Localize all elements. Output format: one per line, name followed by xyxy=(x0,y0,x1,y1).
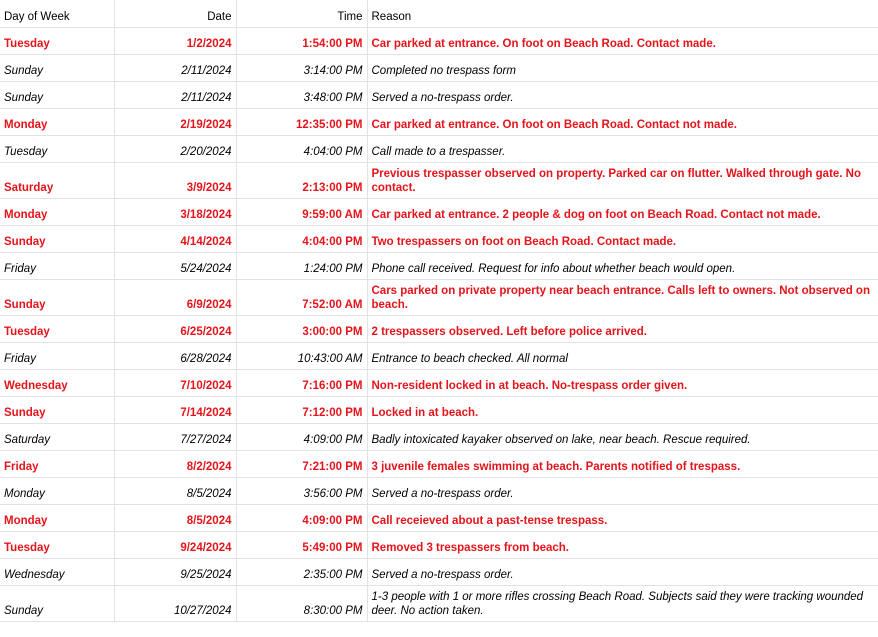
cell-day-of-week[interactable]: Tuesday xyxy=(0,531,114,558)
cell-time[interactable]: 4:04:00 PM xyxy=(236,225,367,252)
cell-time[interactable]: 12:35:00 PM xyxy=(236,108,367,135)
cell-day-of-week[interactable]: Saturday xyxy=(0,423,114,450)
cell-day-of-week[interactable]: Sunday xyxy=(0,225,114,252)
cell-date[interactable]: 1/2/2024 xyxy=(114,27,236,54)
table-row xyxy=(0,198,878,225)
cell-date[interactable]: 2/11/2024 xyxy=(114,54,236,81)
cell-time[interactable]: 2:35:00 PM xyxy=(236,558,367,585)
cell-reason[interactable]: Phone call received. Request for info about whether beach would open. xyxy=(367,252,878,279)
cell-time[interactable]: 7:21:00 PM xyxy=(236,450,367,477)
cell-day-of-week[interactable]: Tuesday xyxy=(0,27,114,54)
cell-time[interactable]: 8:30:00 PM xyxy=(236,585,367,621)
table-row xyxy=(0,342,878,369)
cell-reason[interactable]: Previous trespasser observed on property. Parked car on flutter. Walked through gate. No contact. xyxy=(367,162,878,198)
cell-time[interactable]: 2:13:00 PM xyxy=(236,162,367,198)
cell-day-of-week[interactable]: Friday xyxy=(0,252,114,279)
cell-reason[interactable]: Car parked at entrance. On foot on Beach Road. Contact made. xyxy=(367,27,878,54)
cell-date[interactable]: 7/14/2024 xyxy=(114,396,236,423)
table-row xyxy=(0,81,878,108)
cell-reason[interactable]: Non-resident locked in at beach. No-trespass order given. xyxy=(367,369,878,396)
cell-reason[interactable]: Call receieved about a past-tense trespass. xyxy=(367,504,878,531)
table-row xyxy=(0,54,878,81)
cell-reason[interactable]: 1-3 people with 1 or more rifles crossing Beach Road. Subjects said they were tracking wounded deer. No action taken. xyxy=(367,585,878,621)
cell-date[interactable]: 3/9/2024 xyxy=(114,162,236,198)
cell-date[interactable]: 6/9/2024 xyxy=(114,279,236,315)
table-row xyxy=(0,396,878,423)
cell-date[interactable]: 2/11/2024 xyxy=(114,81,236,108)
cell-time[interactable]: 7:12:00 PM xyxy=(236,396,367,423)
cell-time[interactable]: 3:56:00 PM xyxy=(236,477,367,504)
header-date[interactable]: Date xyxy=(114,0,236,27)
cell-date[interactable]: 9/25/2024 xyxy=(114,558,236,585)
cell-time[interactable]: 10:43:00 AM xyxy=(236,342,367,369)
table-row xyxy=(0,315,878,342)
table-row xyxy=(0,279,878,315)
table-row xyxy=(0,135,878,162)
cell-reason[interactable]: Car parked at entrance. On foot on Beach Road. Contact not made. xyxy=(367,108,878,135)
cell-reason[interactable]: Completed no trespass form xyxy=(367,54,878,81)
table-row xyxy=(0,558,878,585)
cell-time[interactable]: 9:59:00 AM xyxy=(236,198,367,225)
cell-day-of-week[interactable]: Wednesday xyxy=(0,558,114,585)
table-row xyxy=(0,252,878,279)
cell-day-of-week[interactable]: Friday xyxy=(0,450,114,477)
cell-date[interactable]: 7/10/2024 xyxy=(114,369,236,396)
table-row xyxy=(0,504,878,531)
cell-date[interactable]: 7/27/2024 xyxy=(114,423,236,450)
table-row xyxy=(0,450,878,477)
cell-date[interactable]: 5/24/2024 xyxy=(114,252,236,279)
cell-time[interactable]: 1:24:00 PM xyxy=(236,252,367,279)
cell-reason[interactable]: Cars parked on private property near beach entrance. Calls left to owners. Not observed on beach. xyxy=(367,279,878,315)
cell-day-of-week[interactable]: Monday xyxy=(0,504,114,531)
cell-date[interactable]: 6/25/2024 xyxy=(114,315,236,342)
cell-date[interactable]: 6/28/2024 xyxy=(114,342,236,369)
cell-date[interactable]: 2/19/2024 xyxy=(114,108,236,135)
cell-date[interactable]: 10/27/2024 xyxy=(114,585,236,621)
cell-day-of-week[interactable]: Tuesday xyxy=(0,315,114,342)
cell-reason[interactable]: Served a no-trespass order. xyxy=(367,558,878,585)
header-reason[interactable]: Reason xyxy=(367,0,878,27)
table-row xyxy=(0,369,878,396)
cell-day-of-week[interactable]: Sunday xyxy=(0,585,114,621)
header-time[interactable]: Time xyxy=(236,0,367,27)
cell-day-of-week[interactable]: Sunday xyxy=(0,81,114,108)
table-row xyxy=(0,162,878,198)
cell-date[interactable]: 8/5/2024 xyxy=(114,477,236,504)
cell-time[interactable]: 1:54:00 PM xyxy=(236,27,367,54)
cell-day-of-week[interactable]: Friday xyxy=(0,342,114,369)
cell-time[interactable]: 5:49:00 PM xyxy=(236,531,367,558)
cell-reason[interactable]: Removed 3 trespassers from beach. xyxy=(367,531,878,558)
cell-reason[interactable]: Served a no-trespass order. xyxy=(367,81,878,108)
cell-day-of-week[interactable]: Monday xyxy=(0,198,114,225)
cell-day-of-week[interactable]: Monday xyxy=(0,477,114,504)
cell-time[interactable]: 7:16:00 PM xyxy=(236,369,367,396)
cell-reason[interactable]: Locked in at beach. xyxy=(367,396,878,423)
cell-reason[interactable]: Call made to a trespasser. xyxy=(367,135,878,162)
cell-day-of-week[interactable]: Tuesday xyxy=(0,135,114,162)
table-row xyxy=(0,531,878,558)
table-row xyxy=(0,225,878,252)
cell-time[interactable]: 4:09:00 PM xyxy=(236,504,367,531)
table-row xyxy=(0,108,878,135)
cell-time[interactable]: 3:48:00 PM xyxy=(236,81,367,108)
header-row xyxy=(0,0,878,27)
cell-reason[interactable]: Two trespassers on foot on Beach Road. Contact made. xyxy=(367,225,878,252)
cell-day-of-week[interactable]: Monday xyxy=(0,108,114,135)
cell-reason[interactable]: Car parked at entrance. 2 people & dog on foot on Beach Road. Contact not made. xyxy=(367,198,878,225)
header-day-of-week[interactable]: Day of Week xyxy=(0,0,114,27)
cell-reason[interactable]: Served a no-trespass order. xyxy=(367,477,878,504)
table-row xyxy=(0,423,878,450)
cell-time[interactable]: 4:09:00 PM xyxy=(236,423,367,450)
cell-day-of-week[interactable]: Wednesday xyxy=(0,369,114,396)
cell-date[interactable]: 8/5/2024 xyxy=(114,504,236,531)
table-row xyxy=(0,477,878,504)
cell-date[interactable]: 4/14/2024 xyxy=(114,225,236,252)
cell-time[interactable]: 4:04:00 PM xyxy=(236,135,367,162)
cell-day-of-week[interactable]: Saturday xyxy=(0,162,114,198)
table-row xyxy=(0,585,878,621)
cell-time[interactable]: 7:52:00 AM xyxy=(236,279,367,315)
cell-reason[interactable]: Entrance to beach checked. All normal xyxy=(367,342,878,369)
cell-day-of-week[interactable]: Sunday xyxy=(0,396,114,423)
cell-date[interactable]: 8/2/2024 xyxy=(114,450,236,477)
cell-reason[interactable]: Badly intoxicated kayaker observed on lake, near beach. Rescue required. xyxy=(367,423,878,450)
cell-date[interactable]: 9/24/2024 xyxy=(114,531,236,558)
cell-time[interactable]: 3:00:00 PM xyxy=(236,315,367,342)
table-row xyxy=(0,27,878,54)
cell-reason[interactable]: 2 trespassers observed. Left before police arrived. xyxy=(367,315,878,342)
cell-time[interactable]: 3:14:00 PM xyxy=(236,54,367,81)
cell-date[interactable]: 2/20/2024 xyxy=(114,135,236,162)
cell-reason[interactable]: 3 juvenile females swimming at beach. Parents notified of trespass. xyxy=(367,450,878,477)
cell-day-of-week[interactable]: Sunday xyxy=(0,54,114,81)
cell-date[interactable]: 3/18/2024 xyxy=(114,198,236,225)
cell-day-of-week[interactable]: Sunday xyxy=(0,279,114,315)
